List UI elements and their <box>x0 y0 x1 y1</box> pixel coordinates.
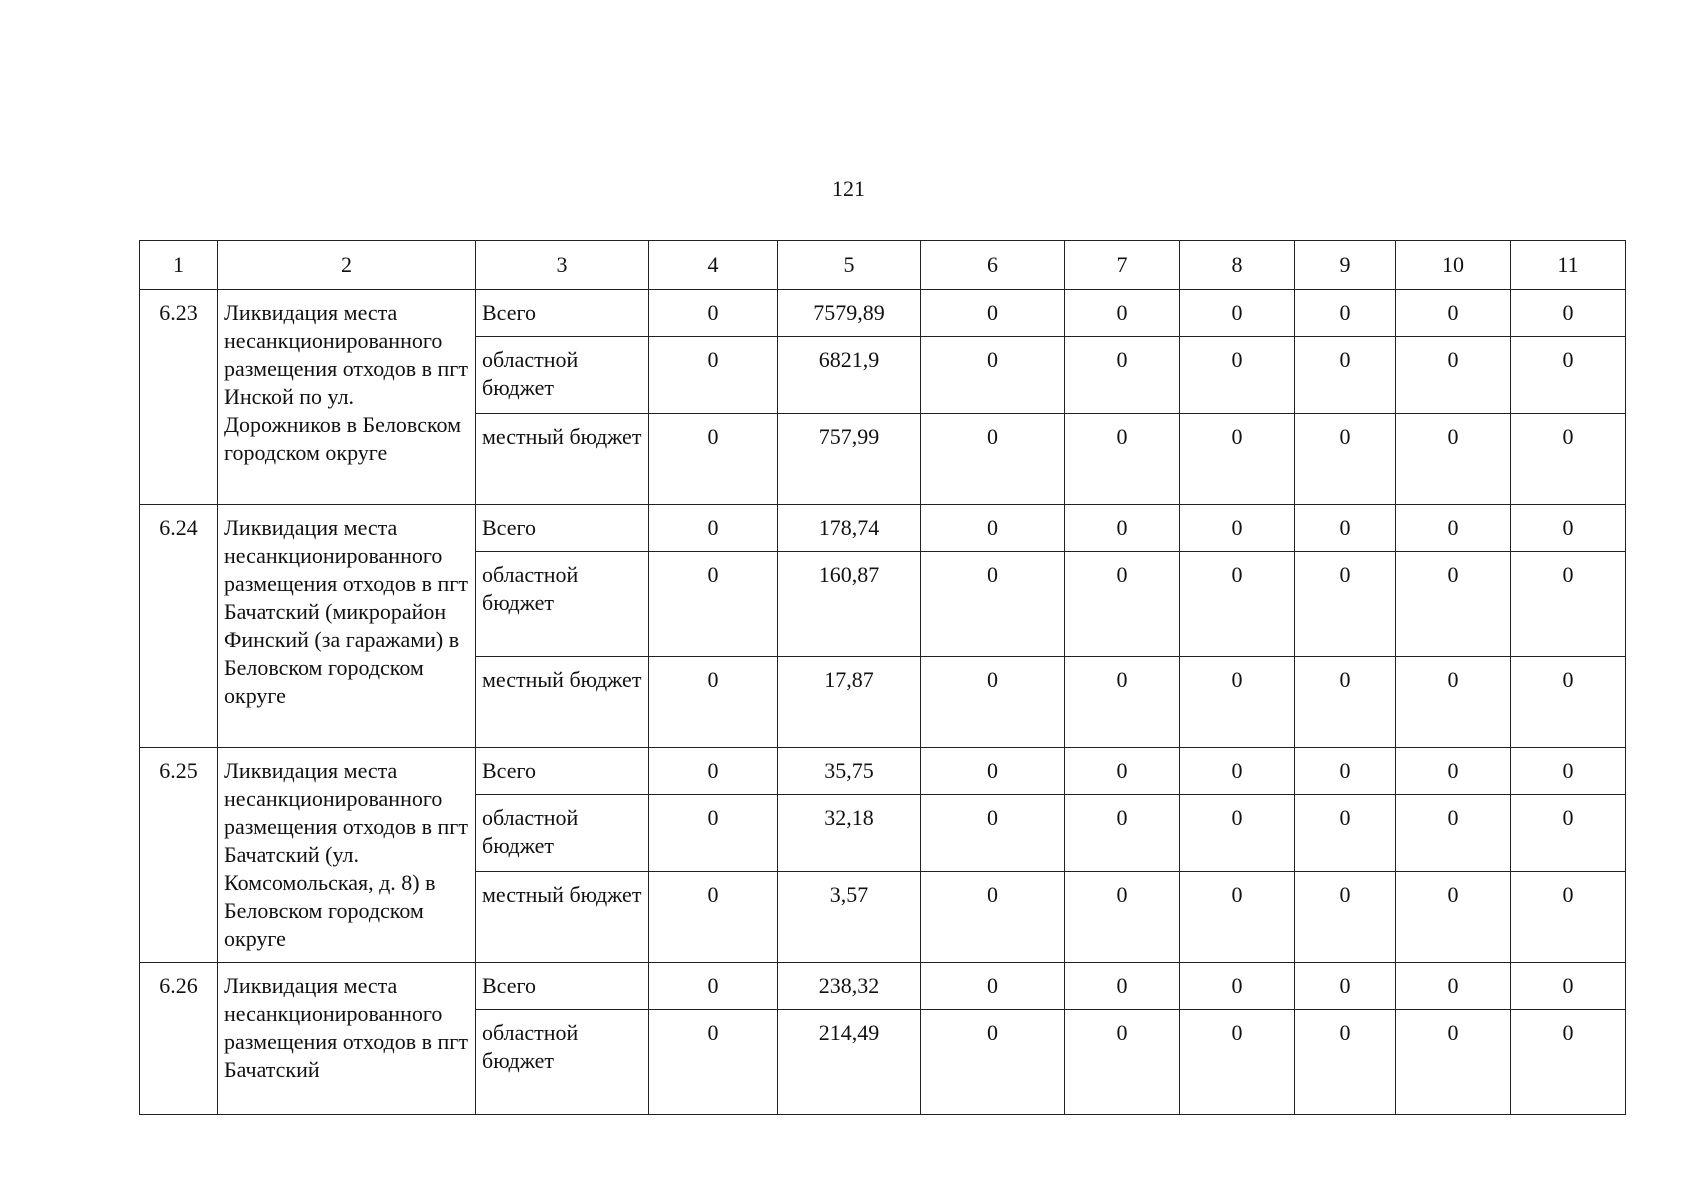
header-cell: 9 <box>1295 241 1396 290</box>
value-cell: 0 <box>1511 872 1626 963</box>
value-cell: 7579,89 <box>778 290 921 337</box>
value-cell: 0 <box>1511 1010 1626 1115</box>
value-cell: 3,57 <box>778 872 921 963</box>
value-cell: 0 <box>1180 337 1295 414</box>
funding-source: местный бюджет <box>476 414 649 505</box>
table-row <box>140 963 1626 1010</box>
value-cell: 0 <box>1511 414 1626 505</box>
row-name: Ликвидация места несанкционированного размещения отходов в пгт Бачатский (ул. Комсомольская, д. 8) в Беловском городском округе <box>218 748 476 963</box>
row-name: Ликвидация места несанкционированного размещения отходов в пгт Бачатский <box>218 963 476 1115</box>
header-row <box>140 241 1626 290</box>
value-cell: 0 <box>1511 505 1626 552</box>
value-cell: 17,87 <box>778 657 921 748</box>
value-cell: 0 <box>649 872 778 963</box>
value-cell: 0 <box>1396 290 1511 337</box>
value-cell: 0 <box>921 748 1065 795</box>
funding-source: областной бюджет <box>476 1010 649 1115</box>
value-cell: 0 <box>649 795 778 872</box>
value-cell: 0 <box>921 795 1065 872</box>
value-cell: 0 <box>1065 552 1180 657</box>
value-cell: 0 <box>1396 795 1511 872</box>
header-cell: 8 <box>1180 241 1295 290</box>
funding-source: областной бюджет <box>476 552 649 657</box>
value-cell: 0 <box>1511 290 1626 337</box>
value-cell: 0 <box>1511 748 1626 795</box>
funding-source: Всего <box>476 290 649 337</box>
row-name: Ликвидация места несанкционированного размещения отходов в пгт Инской по ул. Дорожников в Беловском городском округе <box>218 290 476 505</box>
value-cell: 0 <box>649 657 778 748</box>
table-body <box>140 241 1626 1115</box>
value-cell: 0 <box>1396 657 1511 748</box>
value-cell: 0 <box>649 290 778 337</box>
value-cell: 0 <box>1065 748 1180 795</box>
header-cell: 10 <box>1396 241 1511 290</box>
value-cell: 0 <box>1511 963 1626 1010</box>
value-cell: 0 <box>1295 657 1396 748</box>
value-cell: 0 <box>1396 505 1511 552</box>
value-cell: 238,32 <box>778 963 921 1010</box>
value-cell: 0 <box>1511 552 1626 657</box>
table-row <box>140 505 1626 552</box>
header-cell: 1 <box>140 241 218 290</box>
value-cell: 0 <box>1295 872 1396 963</box>
value-cell: 0 <box>649 1010 778 1115</box>
table-row <box>140 748 1626 795</box>
row-code: 6.26 <box>140 963 218 1115</box>
header-cell: 7 <box>1065 241 1180 290</box>
header-cell: 2 <box>218 241 476 290</box>
value-cell: 0 <box>649 748 778 795</box>
value-cell: 0 <box>1180 1010 1295 1115</box>
value-cell: 0 <box>1180 963 1295 1010</box>
header-cell: 6 <box>921 241 1065 290</box>
value-cell: 32,18 <box>778 795 921 872</box>
value-cell: 0 <box>921 505 1065 552</box>
value-cell: 757,99 <box>778 414 921 505</box>
value-cell: 0 <box>1065 505 1180 552</box>
value-cell: 160,87 <box>778 552 921 657</box>
value-cell: 0 <box>1295 748 1396 795</box>
funding-source: Всего <box>476 748 649 795</box>
value-cell: 0 <box>1065 657 1180 748</box>
value-cell: 0 <box>1511 657 1626 748</box>
funding-source: Всего <box>476 505 649 552</box>
value-cell: 178,74 <box>778 505 921 552</box>
funding-source: Всего <box>476 963 649 1010</box>
value-cell: 0 <box>1180 872 1295 963</box>
value-cell: 0 <box>1065 795 1180 872</box>
funding-source: местный бюджет <box>476 657 649 748</box>
value-cell: 0 <box>1065 1010 1180 1115</box>
value-cell: 0 <box>1295 505 1396 552</box>
value-cell: 0 <box>1295 337 1396 414</box>
header-cell: 3 <box>476 241 649 290</box>
value-cell: 0 <box>1511 337 1626 414</box>
value-cell: 0 <box>649 337 778 414</box>
value-cell: 0 <box>1396 963 1511 1010</box>
budget-table <box>139 240 1626 1115</box>
value-cell: 0 <box>649 552 778 657</box>
value-cell: 0 <box>1180 748 1295 795</box>
row-code: 6.25 <box>140 748 218 963</box>
value-cell: 0 <box>921 414 1065 505</box>
value-cell: 0 <box>1180 414 1295 505</box>
funding-source: областной бюджет <box>476 795 649 872</box>
value-cell: 0 <box>1396 414 1511 505</box>
value-cell: 0 <box>921 290 1065 337</box>
value-cell: 0 <box>649 414 778 505</box>
value-cell: 0 <box>1396 1010 1511 1115</box>
value-cell: 0 <box>1396 748 1511 795</box>
header-cell: 11 <box>1511 241 1626 290</box>
value-cell: 0 <box>1295 963 1396 1010</box>
header-cell: 5 <box>778 241 921 290</box>
value-cell: 0 <box>649 505 778 552</box>
value-cell: 0 <box>921 552 1065 657</box>
value-cell: 0 <box>921 657 1065 748</box>
funding-source: местный бюджет <box>476 872 649 963</box>
value-cell: 35,75 <box>778 748 921 795</box>
value-cell: 0 <box>1180 505 1295 552</box>
value-cell: 0 <box>1295 795 1396 872</box>
value-cell: 0 <box>1180 290 1295 337</box>
value-cell: 0 <box>921 872 1065 963</box>
page-number: 121 <box>832 176 865 201</box>
value-cell: 0 <box>1511 795 1626 872</box>
funding-source: областной бюджет <box>476 337 649 414</box>
row-name: Ликвидация места несанкционированного размещения отходов в пгт Бачатский (микрорайон Финский (за гаражами) в Беловском городском округе <box>218 505 476 748</box>
value-cell: 0 <box>1065 414 1180 505</box>
value-cell: 0 <box>1295 290 1396 337</box>
value-cell: 0 <box>1065 337 1180 414</box>
header-cell: 4 <box>649 241 778 290</box>
value-cell: 0 <box>921 1010 1065 1115</box>
value-cell: 0 <box>1180 657 1295 748</box>
value-cell: 0 <box>1295 1010 1396 1115</box>
value-cell: 0 <box>1295 414 1396 505</box>
row-code: 6.24 <box>140 505 218 748</box>
value-cell: 0 <box>1065 290 1180 337</box>
value-cell: 0 <box>1180 795 1295 872</box>
value-cell: 0 <box>1295 552 1396 657</box>
value-cell: 0 <box>1396 552 1511 657</box>
value-cell: 0 <box>649 963 778 1010</box>
value-cell: 0 <box>921 963 1065 1010</box>
value-cell: 0 <box>1065 872 1180 963</box>
value-cell: 6821,9 <box>778 337 921 414</box>
value-cell: 0 <box>1065 963 1180 1010</box>
table-row <box>140 290 1626 337</box>
value-cell: 214,49 <box>778 1010 921 1115</box>
value-cell: 0 <box>921 337 1065 414</box>
value-cell: 0 <box>1180 552 1295 657</box>
row-code: 6.23 <box>140 290 218 505</box>
value-cell: 0 <box>1396 872 1511 963</box>
value-cell: 0 <box>1396 337 1511 414</box>
